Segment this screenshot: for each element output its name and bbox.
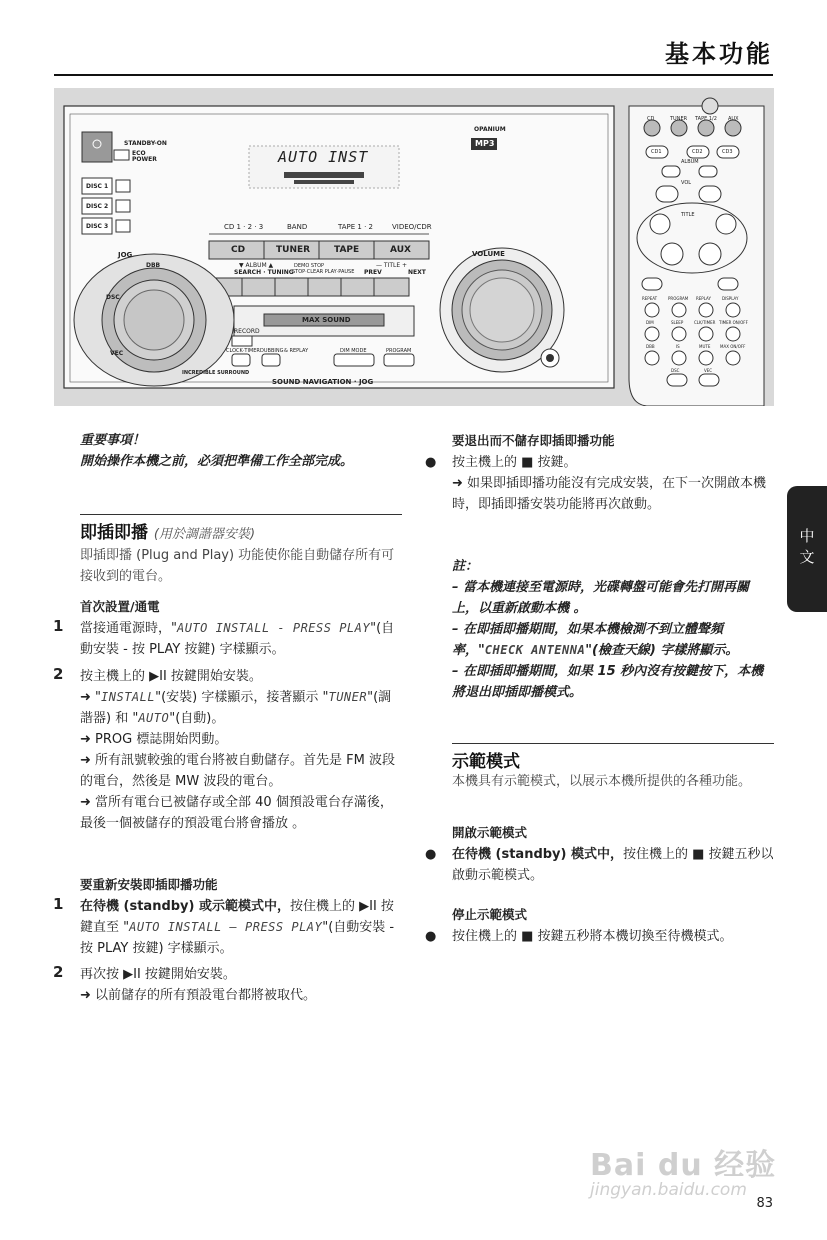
remote-dbb-label: DBB [646,344,655,349]
step-number: 2 [53,665,64,683]
plug-and-play-heading [80,518,402,543]
demo-off-heading: 停止示範模式 [452,907,528,922]
program-label: PROGRAM [386,348,412,354]
language-tab: 中文 [787,486,827,612]
remote-cd-label: CD [647,116,655,122]
step-2 [53,665,402,834]
demo-heading: 示範模式 [452,752,520,772]
remote-tuner-label: TUNER [670,116,688,122]
incredible-surround-label: INCREDIBLE SURROUND [182,370,250,376]
bullet: ● [425,455,437,470]
text: ➜ 如果即插即播功能沒有完成安裝，在下一次開啟本機時，即插即播安裝功能將再次啟動。 [452,476,767,512]
section-subtitle: (用於調諧器安裝) [153,527,256,542]
disc2-button: DISC 2 [86,203,109,210]
remote-timer-onoff-label: TIMER ON/OFF [719,320,748,325]
step-2-sub-3: ➜ 所有訊號較強的電台將被自動儲存。首先是 FM 波段的電台，然後是 MW 波段的電台。 [80,753,395,789]
demo-intro: 本機具有示範模式，以展示本機所提供的各種功能。 [452,774,752,789]
remote-replay-label: REPLAY [696,296,711,301]
text: "(自動安裝 - 按 PLAY 按鍵) 字樣顯示。 [80,920,395,956]
text: 按住機上的 ■ 按鍵五秒將本機切換至待機模式。 [452,929,733,944]
section-divider [452,743,774,744]
exit-heading: 要退出而不儲存即插即播功能 [452,433,615,448]
album-label: ▼ ALBUM ▲ [239,262,274,269]
section-divider [80,514,402,515]
disc3-button: DISC 3 [86,223,109,230]
max-sound-button: MAX SOUND [302,316,351,324]
segment-text: AUTO [138,711,170,725]
title-label: — TITLE + [376,262,408,269]
clock-timer-label: CLOCK·TIMER [226,348,260,354]
next-label: NEXT [408,269,426,276]
section-intro: 即插即播 (Plug and Play) 功能使你能自動儲存所有可接收到的電台。 [80,548,395,584]
prev-label: PREV [364,269,382,276]
remote-tape-label: TAPE 1/2 [695,116,717,122]
aux-button: AUX [390,245,411,255]
remote-clk-timer-label: CLK/TIMER [694,320,716,325]
disc1-button: DISC 1 [86,183,109,190]
remote-cd1-button: CD1 [651,149,662,155]
page-title: 基本功能 [665,40,773,68]
segment-text: INSTALL [101,690,156,704]
tape-button: TAPE [334,245,360,255]
source-row-label-tape: TAPE 1 · 2 [338,223,373,231]
text: "(自動)。 [169,711,225,726]
step-number: 1 [53,617,64,635]
tuner-button: TUNER [276,245,311,255]
record-label: RECORD [234,328,260,335]
section-title: 即插即播 [80,523,148,543]
remote-dsc-label: DSC [671,368,680,373]
remote-album-label: ALBUM [681,159,699,165]
important-text: 開始操作本機之前，必須把準備工作全部完成。 [80,454,354,469]
text: "(調諧器) 和 " [80,690,392,726]
text: 按住機上的 ■ 按鍵五秒以啟動示範模式。 [452,847,774,883]
segment-text: TUNER [328,690,368,704]
display-readout: AUTO INST [278,148,369,166]
remote-cd3-button: CD3 [722,149,733,155]
note-1: – 當本機連接至電源時，光碟轉盤可能會先打開再關上，以重新啟動本機 。 [452,580,750,616]
eco-power-label: POWER [132,156,157,163]
replay-label: & REPLAY [284,348,309,354]
step-1 [53,617,402,660]
stop-play-label: STOP·CLEAR PLAY·PAUSE [292,269,355,275]
text: "(檢查天線) 字樣將顯示。 [585,643,739,658]
mp3-logo: MP3 [475,139,495,148]
text: 按主機上的 ■ 按鍵。 [452,455,577,470]
remote-sleep-label: SLEEP [671,320,684,325]
step-2-sub-1 [80,687,402,729]
remote-dim-label: DIM [646,320,654,325]
source-row-label-cd: CD 1 · 2 · 3 [224,223,264,231]
first-setup-heading: 首次設置/通電 [80,599,160,614]
reinstall-heading: 要重新安裝即插即播功能 [80,877,218,892]
exit-bullet-item [425,452,774,515]
demo-stop-label: DEMO STOP [294,263,325,269]
text: 按住機上的 ▶II 按鍵直至 " [80,899,394,935]
step-2-sub-4: ➜ 當所有電台已被儲存或全部 40 個預設電台存滿後，最後一個被儲存的預設電台將會播放 。 [80,795,393,831]
remote-max-label: MAX ON/OFF [720,344,746,349]
remote-mute-label: MUTE [699,344,711,349]
reinstall-step-1 [53,895,402,959]
source-row-label-band: BAND [287,223,308,231]
segment-text: AUTO INSTALL – PRESS PLAY [129,920,323,934]
note-title: 註： [452,559,479,574]
important-title: 重要事項！ [80,433,146,448]
brand-label: OPANIUM [474,126,506,133]
remote-vec-label: VEC [704,368,713,373]
text: – 在即插即播期間，如果本機檢測不到立體聲頻率，" [452,622,724,658]
cd-button: CD [231,245,246,255]
device-illustration [54,88,774,406]
page-number: 83 [756,1196,773,1211]
header-divider [54,74,773,76]
dbb-label: DBB [146,262,161,269]
step-1-text-a: 當接通電源時，" [80,621,177,636]
stereo-and-remote-drawing [54,88,774,406]
remote-vol-label: VOL [681,180,692,186]
remote-title-label: TITLE [681,212,695,218]
note-3: – 在即插即播期間，如果 15 秒內沒有按鍵按下，本機將退出即插即播模式。 [452,664,764,700]
eco-label: ECO [132,150,146,157]
watermark-logo: Bai du 经验 [590,1148,777,1183]
text: 在待機 (standby) 或示範模式中， [80,899,290,914]
demo-on-item [425,844,774,886]
step-number: 1 [53,895,64,913]
dim-mode-label: DIM MODE [340,348,367,354]
remote-is-label: IS [676,344,680,349]
text: 在待機 (standby) 模式中， [452,847,623,862]
reinstall-step-2 [53,963,402,1006]
bullet: ● [425,929,437,944]
text: ➜ 以前儲存的所有預設電台都將被取代。 [80,988,317,1003]
standby-label: STANDBY-ON [124,140,167,147]
remote-cd2-button: CD2 [692,149,703,155]
notes [452,556,774,703]
remote-repeat-label: REPEAT [642,296,658,301]
remote-aux-label: AUX [728,116,739,122]
dubbing-label: DUBBING [260,348,284,354]
text: ➜ " [80,690,102,705]
text: "(安裝) 字樣顯示，接著顯示 " [155,690,329,705]
search-tuning-label: SEARCH · TUNING [234,269,294,276]
dsc-label: DSC [106,294,120,301]
demo-on-heading: 開啟示範模式 [452,825,528,840]
important-note [80,430,402,472]
demo-off-item [425,926,774,947]
segment-text: CHECK ANTENNA [484,643,586,657]
bullet: ● [425,847,437,862]
note-2 [452,619,774,661]
vec-label: VEC [110,350,124,357]
step-number: 2 [53,963,64,981]
watermark-url: jingyan.baidu.com [590,1180,747,1200]
step-2-text: 按主機上的 ▶II 按鍵開始安裝。 [80,669,262,684]
text: 再次按 ▶II 按鍵開始安裝。 [80,967,236,982]
step-1-text-b: "(自動安裝 - 按 PLAY 按鍵) 字樣顯示。 [80,621,395,657]
jog-label: JOG [118,251,133,259]
remote-display-label: DISPLAY [722,296,739,301]
sound-navigation-label: SOUND NAVIGATION · JOG [272,378,374,386]
remote-program-label: PROGRAM [668,296,689,301]
source-row-label-video: VIDEO/CDR [392,223,432,231]
segment-text: AUTO INSTALL - PRESS PLAY [176,621,371,635]
volume-label: VOLUME [472,250,505,258]
step-2-sub-2: ➜ PROG 標誌開始閃動。 [80,732,228,747]
